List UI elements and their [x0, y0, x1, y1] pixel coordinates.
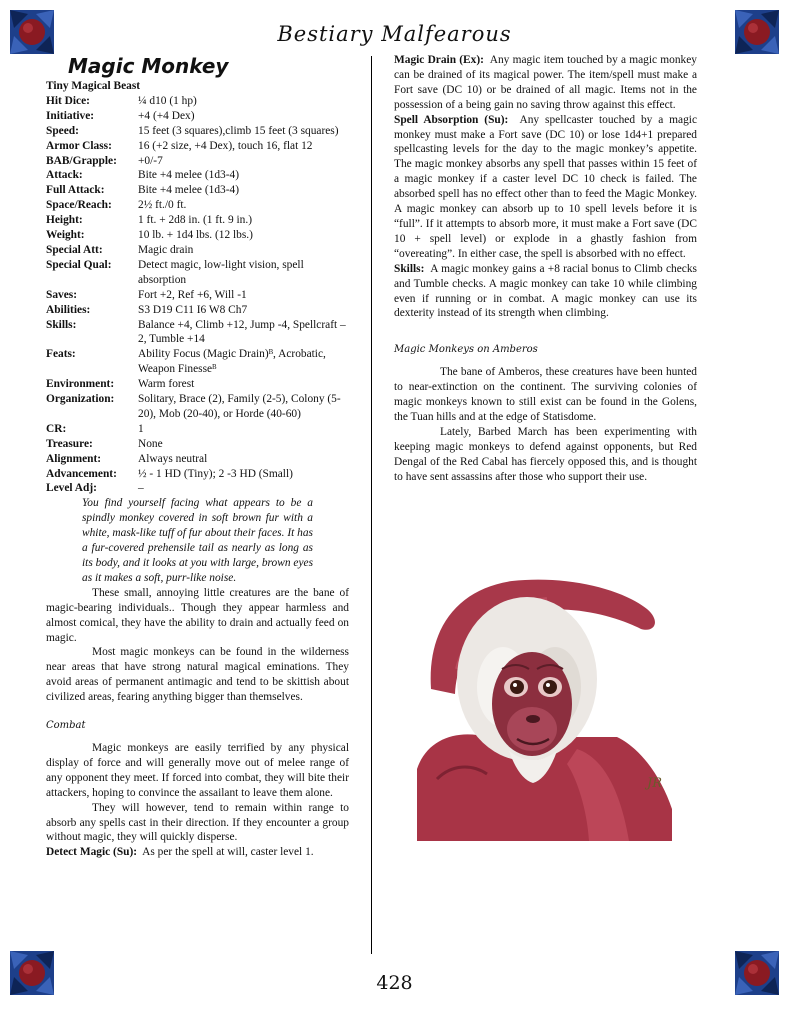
stat-row: [46, 467, 349, 482]
stat-block: [46, 94, 349, 496]
stat-label: Full Attack:: [46, 184, 105, 197]
amberos-paragraph-1: The bane of Amberos, these creatures have been hunted to near-extinction on the continent. The surviving colonies of magic monkeys known to still exist can be found in the Golens, the Tuan hills and at the edge of Statisdome.: [394, 366, 697, 423]
stat-label: Organization:: [46, 393, 115, 406]
stat-row: [46, 318, 349, 348]
stat-row: [46, 228, 349, 243]
stat-label: Skills:: [46, 318, 77, 331]
stat-value: 10 lb. + 1d4 lbs. (12 lbs.): [138, 229, 253, 242]
stat-row: [46, 124, 349, 139]
magic-drain-label: Magic Drain (Ex):: [394, 54, 484, 66]
page-number: 428: [376, 972, 413, 994]
combat-paragraph-1: Magic monkeys are easily terrified by any physical display of force and will generally move out of melee range of any opponent they meet. If forced into combat, they will bite their attackers, hoping to convince the assailant to leave them alone.: [46, 741, 349, 799]
description-paragraph-2: Most magic monkeys can be found in the wilderness near areas that have strong natural magical eminations. They avoid areas of permanent antimagic and tend to be skittish about civilized areas, fearing anything bigger than themselves.: [46, 646, 349, 704]
stat-row: [46, 303, 349, 318]
stat-value: Detect magic, low-light vision, spell absorption: [138, 258, 304, 286]
stat-row: [46, 481, 349, 496]
magic-drain-entry: [394, 53, 697, 113]
stat-value: Ability Focus (Magic Drain)ᴮ, Acrobatic, Weapon Finesseᴮ: [138, 348, 326, 376]
stat-row: [46, 258, 349, 288]
stat-value: S3 D19 C11 I6 W8 Ch7: [138, 303, 248, 316]
column-divider: [371, 56, 372, 954]
stat-value: 2½ ft./0 ft.: [138, 199, 187, 212]
stat-value: ¼ d10 (1 hp): [138, 94, 197, 107]
stat-row: [46, 109, 349, 124]
skills-label: Skills:: [394, 262, 425, 275]
stat-row: [46, 154, 349, 169]
stat-label: Armor Class:: [46, 139, 112, 152]
combat-paragraph-2: They will however, tend to remain within range to absorb any spells cast in their direction. If they encounter a group without magic, they will quickly disperse.: [46, 801, 349, 844]
spell-absorption-entry: [394, 113, 697, 262]
left-column: [46, 54, 349, 860]
monster-type: Tiny Magical Beast: [46, 80, 141, 92]
stat-label: BAB/Grapple:: [46, 154, 117, 167]
stat-row: [46, 392, 349, 422]
skills-entry: [394, 262, 697, 322]
stat-label: Level Adj:: [46, 482, 97, 495]
stat-value: Warm forest: [138, 378, 195, 391]
stat-row: [46, 198, 349, 213]
stat-row: [46, 139, 349, 154]
stat-row: [46, 422, 349, 437]
stat-value: –: [138, 482, 144, 495]
spell-absorption-label: Spell Absorption (Su):: [394, 113, 509, 126]
flavor-text: You find yourself facing what appears to be a spindly monkey covered in soft brown fur with a white, mask-like tuff of fur about their faces. It has a fur-covered prehensile tail as nearly as long as its body, and it looks at you with large, brown eyes as it makes a soft, purr-like noise.: [82, 497, 313, 584]
amberos-heading: Magic Monkeys on Amberos: [394, 344, 538, 356]
stat-row: [46, 452, 349, 467]
detect-magic-entry: [46, 845, 349, 860]
stat-label: Height:: [46, 214, 83, 227]
stat-value: 1: [138, 422, 144, 435]
combat-heading: Combat: [46, 720, 86, 732]
stat-row: [46, 183, 349, 198]
stat-label: Abilities:: [46, 303, 91, 316]
stat-value: Magic drain: [138, 243, 194, 256]
stat-label: Saves:: [46, 288, 78, 301]
right-column: [394, 53, 697, 484]
stat-label: Special Qual:: [46, 258, 112, 271]
stat-row: [46, 243, 349, 258]
stat-row: [46, 288, 349, 303]
stat-label: Treasure:: [46, 437, 93, 450]
stat-label: Attack:: [46, 169, 83, 182]
stat-value: 16 (+2 size, +4 Dex), touch 16, flat 12: [138, 139, 313, 152]
stat-label: Feats:: [46, 348, 76, 361]
monster-name: Magic Monkey: [68, 54, 229, 78]
artist-signature: JR: [647, 776, 662, 791]
stat-row: [46, 377, 349, 392]
stat-value: +4 (+4 Dex): [138, 109, 195, 122]
stat-row: [46, 213, 349, 228]
stat-value: Bite +4 melee (1d3-4): [138, 184, 239, 197]
magic-monkey-illustration: [417, 569, 672, 841]
stat-value: Solitary, Brace (2), Family (2-5), Colony (5-20), Mob (20-40), or Horde (40-60): [138, 393, 341, 420]
stat-value: 1 ft. + 2d8 in. (1 ft. 9 in.): [138, 214, 252, 227]
stat-label: Space/Reach:: [46, 199, 112, 212]
stat-label: Hit Dice:: [46, 94, 90, 107]
stat-value: ½ - 1 HD (Tiny); 2 -3 HD (Small): [138, 467, 293, 480]
stat-label: Speed:: [46, 124, 79, 137]
stat-label: Environment:: [46, 378, 115, 391]
stat-label: Special Att:: [46, 243, 103, 256]
page-header-title: Bestiary Malfearous: [277, 22, 512, 46]
stat-label: CR:: [46, 422, 67, 435]
detect-magic-text: As per the spell at will, caster level 1.: [142, 846, 314, 859]
description-paragraph-1: These small, annoying little creatures are the bane of magic-bearing individuals.. Though they appear harmless and almost comical, they have the ability to drain and actually feed on magic.: [46, 586, 349, 644]
stat-value: 15 feet (3 squares),climb 15 feet (3 squares): [138, 124, 339, 137]
amberos-paragraph-2: Lately, Barbed March has been experimenting with keeping magic monkeys to defend against opponents, but Red Dengal of the Red Cabal has fiercely opposed this, and is thought to have sent assassins after those who support their use.: [394, 425, 697, 483]
stat-value: Bite +4 melee (1d3-4): [138, 169, 239, 182]
stat-row: [46, 94, 349, 109]
stat-label: Initiative:: [46, 109, 95, 122]
stat-value: Always neutral: [138, 452, 208, 465]
magic-drain-text: Any magic item touched by a magic monkey can be drained of its magical power. The item/spell must make a Fort save (DC 10) or be drained of all magic. Items not in the possession of a being gain no saving throw against this effect.: [394, 54, 697, 111]
stat-value: Balance +4, Climb +12, Jump -4, Spellcraft –2, Tumble +14: [138, 318, 346, 346]
stat-label: Weight:: [46, 229, 85, 242]
spell-absorption-text: Any spellcaster touched by a magic monkey must make a Fort save (DC 10) or lose 1d4+1 prepared spellcasting levels for the day to the magic monkey’s appetite. The magic monkey absorbs any spell that passes within 15 feet of a magic monkey if a caster level DC 10 check is failed. The absorbed spell has no effect other than to feed the Magic Monkey. A magic monkey can absorb up to 10 spell levels before it is “full”. If it attempts to absorb more, it must make a Fort save (DC 10 + spell level) or explode in a ghastly fashion from “overeating”. In either case, the spell is absorbed with no effect.: [394, 113, 698, 260]
stat-row: [46, 437, 349, 452]
detect-magic-label: Detect Magic (Su):: [46, 846, 138, 859]
stat-value: None: [138, 437, 163, 450]
stat-value: Fort +2, Ref +6, Will -1: [138, 288, 247, 301]
stat-row: [46, 168, 349, 183]
stat-label: Alignment:: [46, 452, 102, 465]
stat-row: [46, 347, 349, 377]
skills-text: A magic monkey gains a +8 racial bonus to Climb checks and Tumble checks. A magic monkey can take 10 while climbing even if running or in combat. A magic monkey can use its dexterity instead of its strength when climbing.: [394, 262, 697, 320]
stat-label: Advancement:: [46, 467, 117, 480]
stat-value: +0/-7: [138, 154, 163, 167]
